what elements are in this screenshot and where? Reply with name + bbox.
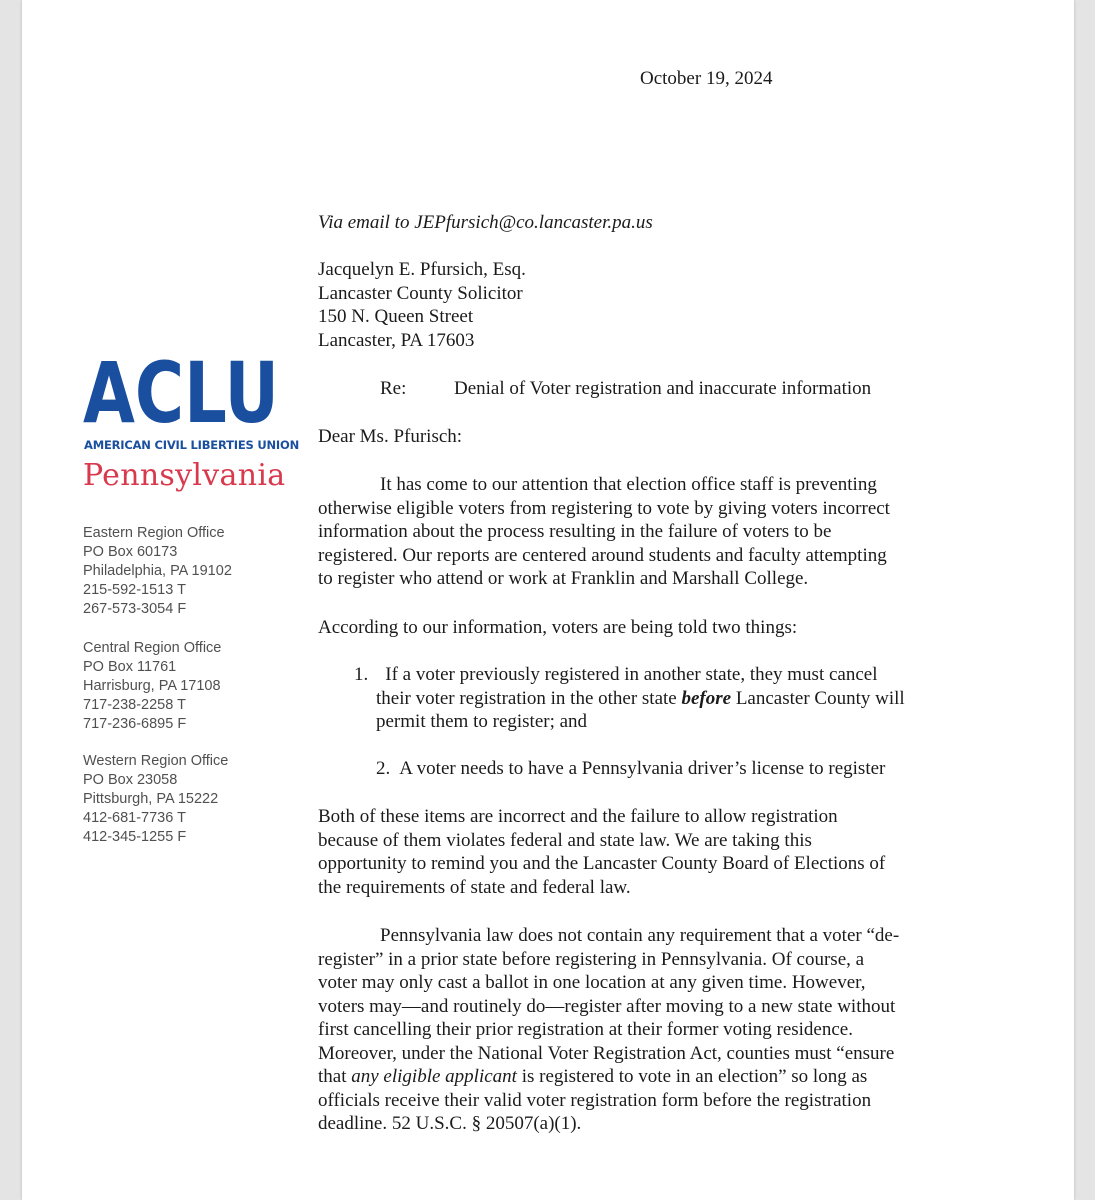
- text-line: [354, 687, 905, 711]
- letter-page: [22, 0, 1074, 1200]
- list-item-1: [354, 663, 905, 734]
- office-name: Western Region Office: [83, 753, 229, 769]
- text-line: first cancelling their prior registration at their former voting residence.: [318, 1019, 853, 1040]
- paragraph-2: According to our information, voters are being told two things:: [318, 617, 798, 638]
- office-box: PO Box 11761: [83, 659, 177, 675]
- office-western: [83, 752, 228, 847]
- text-line: voters may—and routinely do—register after moving to a new state without: [318, 995, 896, 1017]
- office-name: Central Region Office: [83, 640, 222, 656]
- list-text: If a voter previously registered in another state, they must cancel: [385, 664, 878, 685]
- re-label: Re:: [380, 378, 407, 399]
- office-phone: 412-681-7736 T: [83, 810, 186, 826]
- office-fax: 267-573-3054 F: [83, 601, 187, 617]
- office-box: PO Box 23058: [83, 772, 178, 788]
- text-line: opportunity to remind you and the Lancaster County Board of Elections of: [318, 853, 886, 874]
- state-name: Pennsylvania: [83, 458, 286, 493]
- office-phone: 717-238-2258 T: [83, 697, 186, 713]
- text-span: is registered to vote in an election” so long as: [516, 1066, 868, 1087]
- recipient-title: Lancaster County Solicitor: [318, 282, 523, 304]
- list-text: A voter needs to have a Pennsylvania driver’s license to register: [399, 758, 886, 779]
- text-line: deadline. 52 U.S.C. § 20507(a)(1).: [318, 1113, 582, 1134]
- office-city: Pittsburgh, PA 15222: [83, 791, 219, 807]
- paragraph-3: [318, 805, 885, 899]
- text-line: information about the process resulting in the failure of voters to be: [318, 521, 832, 542]
- office-phone: 215-592-1513 T: [83, 582, 186, 598]
- text-line: voter may only cast a ballot in one location at any given time. However,: [318, 972, 866, 993]
- text-line: [354, 757, 885, 781]
- text-line: officials receive their valid voter registration form before the registration: [318, 1089, 872, 1111]
- re-subject: Denial of Voter registration and inaccurate information: [454, 378, 872, 399]
- text-line: otherwise eligible voters from registering to vote by giving voters incorrect: [318, 497, 890, 519]
- emphasis-before: before: [681, 687, 732, 709]
- recipient-name: Jacquelyn E. Pfursich, Esq.: [318, 259, 526, 280]
- office-fax: 412-345-1255 F: [83, 829, 187, 845]
- paragraph-4: [318, 924, 899, 1136]
- office-name: Eastern Region Office: [83, 525, 225, 541]
- aclu-logo-text: ACLU: [83, 344, 279, 442]
- text-line: to register who attend or work at Franklin and Marshall College.: [318, 568, 809, 589]
- text-line: the requirements of state and federal law.: [318, 876, 631, 898]
- recipient-city: Lancaster, PA 17603: [318, 329, 475, 351]
- via-email-line: Via email to JEPfursich@co.lancaster.pa.us: [318, 212, 653, 233]
- office-central: [83, 639, 221, 734]
- office-eastern: [83, 524, 232, 619]
- paragraph-1: [318, 473, 890, 591]
- text-line: Moreover, under the National Voter Registration Act, counties must “ensure: [318, 1042, 895, 1064]
- salutation: Dear Ms. Pfurisch:: [318, 426, 463, 447]
- list-number: 1.: [354, 664, 369, 685]
- office-city: Philadelphia, PA 19102: [83, 563, 232, 579]
- letter-date: October 19, 2024: [640, 68, 773, 89]
- emphasis-any-eligible-applicant: any eligible applicant: [351, 1066, 517, 1087]
- text-line: [318, 1065, 899, 1089]
- text-line: because of them violates federal and state law. We are taking this: [318, 829, 812, 851]
- recipient-street: 150 N. Queen Street: [318, 306, 474, 327]
- text-span: Lancaster County will: [731, 687, 905, 709]
- list-number: 2.: [376, 758, 391, 779]
- text-span: their voter registration in the other state: [376, 687, 682, 709]
- text-line: register” in a prior state before registering in Pennsylvania. Of course, a: [318, 948, 865, 970]
- text-line: permit them to register; and: [376, 711, 588, 732]
- recipient-address: [318, 258, 526, 352]
- list-item-2: [354, 757, 885, 781]
- text-line: [354, 663, 905, 687]
- office-box: PO Box 60173: [83, 544, 178, 560]
- text-line: It has come to our attention that election office staff is preventing: [380, 474, 877, 495]
- office-fax: 717-236-6895 F: [83, 716, 187, 732]
- aclu-logo: [83, 344, 279, 442]
- office-city: Harrisburg, PA 17108: [83, 678, 221, 694]
- text-span: that: [318, 1066, 352, 1087]
- text-line: Both of these items are incorrect and the failure to allow registration: [318, 806, 838, 827]
- org-name: AMERICAN CIVIL LIBERTIES UNION: [84, 438, 300, 452]
- text-line: Pennsylvania law does not contain any requirement that a voter “de-: [380, 925, 900, 946]
- text-line: registered. Our reports are centered around students and faculty attempting: [318, 544, 887, 566]
